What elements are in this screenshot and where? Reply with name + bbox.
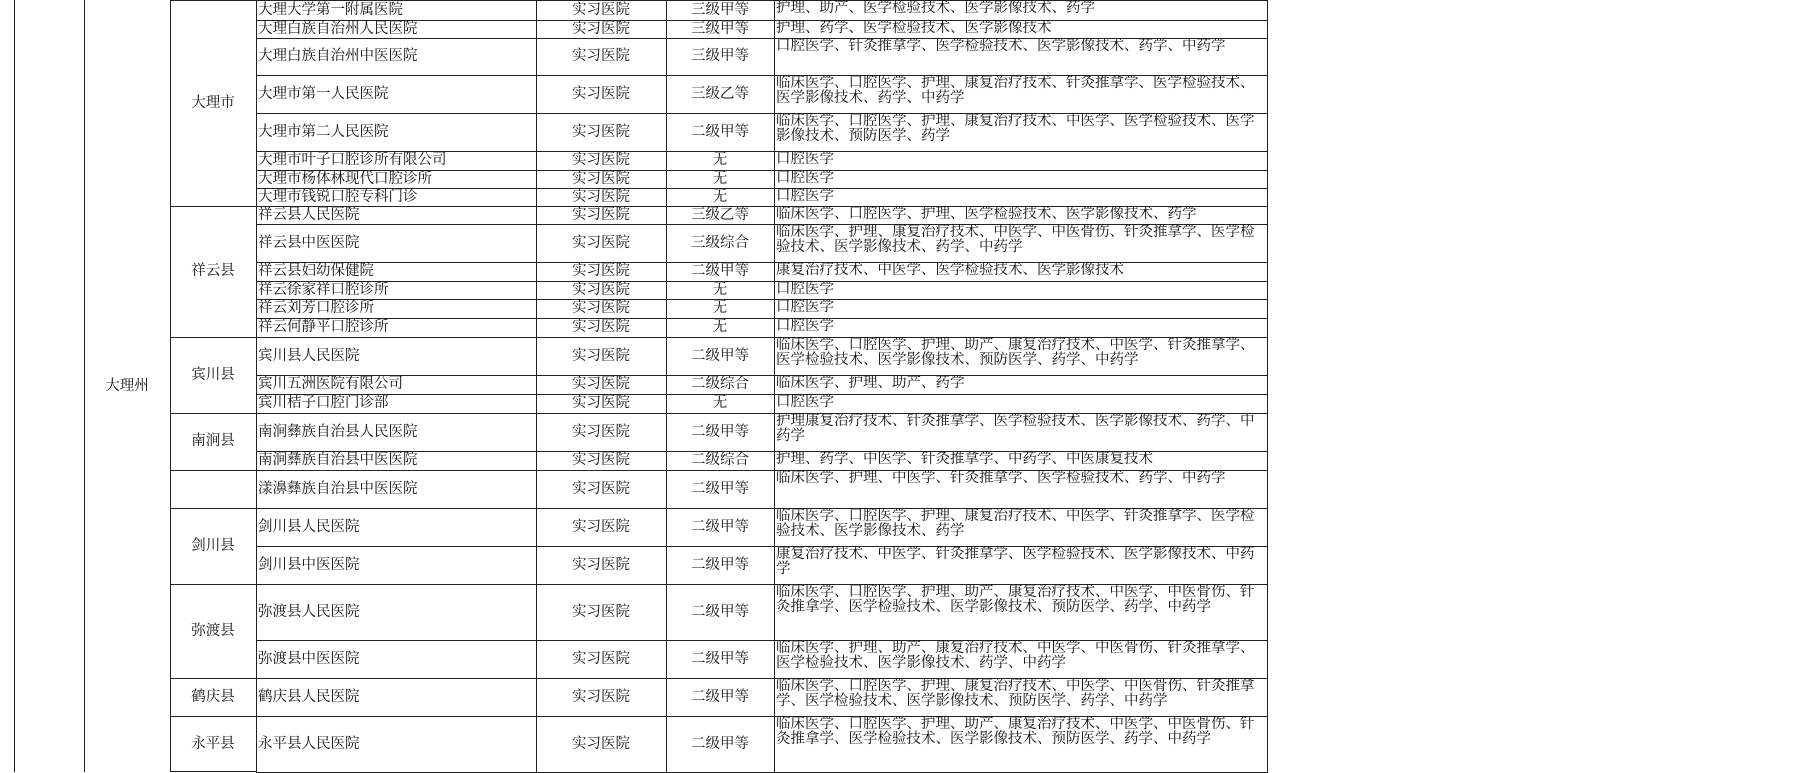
majors-cell: 口腔医学、针灸推拿学、医学检验技术、医学影像技术、药学、中药学 (776, 38, 1226, 54)
hospital-type-cell: 实习医院 (572, 123, 630, 140)
hospital-level-cell: 二级甲等 (691, 480, 749, 497)
hospital-level-cell: 二级甲等 (691, 518, 749, 535)
hospital-type-cell: 实习医院 (572, 319, 630, 335)
hospital-name-cell: 大理市第一人民医院 (258, 85, 389, 102)
county-cell: 弥渡县 (191, 622, 235, 639)
hospital-level-cell: 二级综合 (691, 452, 749, 468)
hospital-type-cell: 实习医院 (572, 376, 630, 392)
hospital-type-cell: 实习医院 (572, 152, 630, 168)
majors-cell: 口腔医学 (776, 170, 834, 186)
hospital-type-cell: 实习医院 (572, 480, 630, 497)
hospital-name-cell: 祥云县妇幼保健院 (258, 263, 374, 279)
hospital-level-cell: 三级乙等 (691, 85, 749, 102)
hospital-name-cell: 漾濞彝族自治县中医医院 (258, 480, 418, 497)
hospital-name-cell: 祥云徐家祥口腔诊所 (258, 281, 389, 298)
hospital-name-cell: 剑川县中医医院 (258, 556, 360, 573)
hospital-type-cell: 实习医院 (572, 234, 630, 251)
hospital-type-cell: 实习医院 (572, 395, 630, 411)
hospital-name-cell: 剑川县人民医院 (258, 518, 360, 535)
hospital-level-cell: 无 (712, 395, 728, 411)
hospital-type-cell: 实习医院 (572, 650, 630, 667)
hospital-level-cell: 二级甲等 (691, 688, 749, 705)
hospital-name-cell: 祥云县中医医院 (258, 234, 360, 251)
hospital-type-cell: 实习医院 (572, 263, 630, 279)
hospital-name-cell: 弥渡县人民医院 (258, 603, 360, 620)
majors-cell: 临床医学、口腔医学、护理、医学检验技术、医学影像技术、药学 (776, 206, 1197, 222)
hospital-type-cell: 实习医院 (572, 518, 630, 535)
hospital-name-cell: 大理市第二人民医院 (258, 123, 389, 140)
hospital-level-cell: 二级甲等 (691, 263, 749, 279)
majors-cell: 护理、药学、中医学、针灸推拿学、中药学、中医康复技术 (776, 451, 1153, 467)
hospital-type-cell: 实习医院 (572, 688, 630, 705)
hospital-type-cell: 实习医院 (572, 20, 630, 37)
county-cell: 剑川县 (191, 537, 235, 554)
majors-cell: 临床医学、护理、康复治疗技术、中医学、中医骨伤、针灸推拿学、医学检验技术、医学影像技术、药学、中药学 (776, 224, 1255, 255)
grid-vline (14, 0, 15, 772)
hospital-name-cell: 祥云县人民医院 (258, 206, 360, 223)
hospital-name-cell: 南涧彝族自治县中医医院 (258, 452, 418, 468)
hospital-level-cell: 无 (712, 170, 728, 187)
majors-cell: 临床医学、护理、中医学、针灸推拿学、医学检验技术、药学、中药学 (776, 470, 1226, 486)
hospital-name-cell: 祥云何静平口腔诊所 (258, 319, 389, 335)
hospital-level-cell: 二级甲等 (691, 556, 749, 573)
majors-cell: 护理、药学、医学检验技术、医学影像技术 (776, 20, 1052, 36)
hospital-level-cell: 无 (712, 319, 728, 335)
hospital-type-cell: 实习医院 (572, 48, 630, 64)
hospital-type-cell: 实习医院 (572, 188, 630, 205)
majors-cell: 口腔医学 (776, 394, 834, 410)
county-cell (170, 470, 256, 508)
majors-cell: 临床医学、口腔医学、护理、助产、康复治疗技术、中医学、中医骨伤、针灸推拿学、医学检验技术、医学影像技术、预防医学、药学、中药学 (776, 584, 1255, 615)
hospital-name-cell: 大理白族自治州人民医院 (258, 20, 418, 37)
hospital-level-cell: 二级甲等 (691, 603, 749, 620)
region-cell: 大理州 (105, 377, 149, 394)
hospital-level-cell: 二级甲等 (691, 735, 749, 752)
hospital-name-cell: 南涧彝族自治县人民医院 (258, 423, 418, 440)
hospital-name-cell: 大理市杨体林现代口腔诊所 (258, 170, 432, 187)
hospital-level-cell: 二级甲等 (691, 650, 749, 667)
county-cell: 永平县 (191, 735, 235, 752)
county-cell: 大理市 (191, 94, 235, 111)
hospital-level-cell: 二级甲等 (691, 423, 749, 440)
hospital-type-cell: 实习医院 (572, 300, 630, 316)
hospital-type-cell: 实习医院 (572, 603, 630, 620)
hospital-level-cell: 无 (712, 152, 728, 168)
hospital-name-cell: 宾川县人民医院 (258, 347, 360, 364)
hospital-type-cell: 实习医院 (572, 170, 630, 187)
hospital-level-cell: 无 (712, 188, 728, 205)
majors-cell: 临床医学、口腔医学、护理、康复治疗技术、中医学、针灸推拿学、医学检验技术、医学影像技术、药学 (776, 508, 1255, 539)
hospital-level-cell: 二级甲等 (691, 347, 749, 364)
majors-cell: 口腔医学 (776, 318, 834, 334)
grid-vline (1267, 0, 1268, 772)
hospital-type-cell: 实习医院 (572, 1, 630, 18)
hospital-name-cell: 宾川桔子口腔门诊部 (258, 395, 389, 411)
hospital-level-cell: 无 (712, 300, 728, 316)
hospital-level-cell: 三级乙等 (691, 206, 749, 223)
hospital-name-cell: 大理市叶子口腔诊所有限公司 (258, 152, 447, 168)
majors-cell: 临床医学、口腔医学、护理、康复治疗技术、针灸推拿学、医学检验技术、医学影像技术、药学、中药学 (776, 75, 1255, 106)
hospital-level-cell: 三级综合 (691, 234, 749, 251)
hospital-name-cell: 宾川五洲医院有限公司 (258, 376, 403, 392)
majors-cell: 临床医学、口腔医学、护理、助产、康复治疗技术、中医学、中医骨伤、针灸推拿学、医学检验技术、医学影像技术、预防医学、药学、中药学 (776, 716, 1255, 747)
hospital-type-cell: 实习医院 (572, 556, 630, 573)
majors-cell: 口腔医学 (776, 299, 834, 315)
hospital-type-cell: 实习医院 (572, 423, 630, 440)
hospital-level-cell: 二级甲等 (691, 123, 749, 140)
majors-cell: 口腔医学 (776, 151, 834, 167)
hospital-type-cell: 实习医院 (572, 347, 630, 364)
hospital-level-cell: 三级甲等 (691, 1, 749, 18)
hospital-type-cell: 实习医院 (572, 452, 630, 468)
hospital-level-cell: 三级甲等 (691, 20, 749, 37)
county-cell: 南涧县 (191, 433, 235, 449)
hospital-level-cell: 无 (712, 281, 728, 298)
hospital-level-cell: 三级甲等 (691, 48, 749, 64)
hospital-name-cell: 大理大学第一附属医院 (258, 1, 403, 18)
hospital-name-cell: 鹤庆县人民医院 (258, 688, 360, 705)
hospital-level-cell: 二级综合 (691, 376, 749, 392)
county-cell: 鹤庆县 (191, 688, 235, 705)
hospital-name-cell: 大理白族自治州中医医院 (258, 48, 418, 64)
majors-cell: 口腔医学 (776, 188, 834, 204)
majors-cell: 临床医学、口腔医学、护理、助产、康复治疗技术、中医学、针灸推拿学、医学检验技术、医学影像技术、预防医学、药学、中药学 (776, 337, 1255, 368)
hospital-type-cell: 实习医院 (572, 735, 630, 752)
majors-cell: 护理、助产、医学检验技术、医学影像技术、药学 (776, 0, 1095, 16)
hospital-name-cell: 弥渡县中医医院 (258, 650, 360, 667)
majors-cell: 康复治疗技术、中医学、医学检验技术、医学影像技术 (776, 262, 1124, 278)
hospital-name-cell: 祥云刘芳口腔诊所 (258, 300, 374, 316)
hospital-type-cell: 实习医院 (572, 281, 630, 298)
hospital-type-cell: 实习医院 (572, 85, 630, 102)
county-cell: 祥云县 (191, 263, 235, 279)
majors-cell: 护理康复治疗技术、针灸推拿学、医学检验技术、医学影像技术、药学、中药学 (776, 413, 1255, 444)
hospital-name-cell: 永平县人民医院 (258, 735, 360, 752)
majors-cell: 临床医学、护理、助产、康复治疗技术、中医学、中医骨伤、针灸推拿学、医学检验技术、医学影像技术、药学、中药学 (776, 640, 1255, 671)
majors-cell: 康复治疗技术、中医学、针灸推拿学、医学检验技术、医学影像技术、中药学 (776, 546, 1255, 577)
county-cell: 宾川县 (191, 366, 235, 383)
hospital-type-cell: 实习医院 (572, 206, 630, 223)
majors-cell: 临床医学、口腔医学、护理、康复治疗技术、中医学、医学检验技术、医学影像技术、预防医学、药学 (776, 113, 1255, 144)
majors-cell: 口腔医学 (776, 281, 834, 297)
majors-cell: 临床医学、口腔医学、护理、康复治疗技术、中医学、中医骨伤、针灸推拿学、医学检验技术、医学影像技术、预防医学、药学、中药学 (776, 678, 1255, 709)
hospital-name-cell: 大理市钱锐口腔专科门诊 (258, 188, 418, 205)
majors-cell: 临床医学、护理、助产、药学 (776, 375, 965, 391)
